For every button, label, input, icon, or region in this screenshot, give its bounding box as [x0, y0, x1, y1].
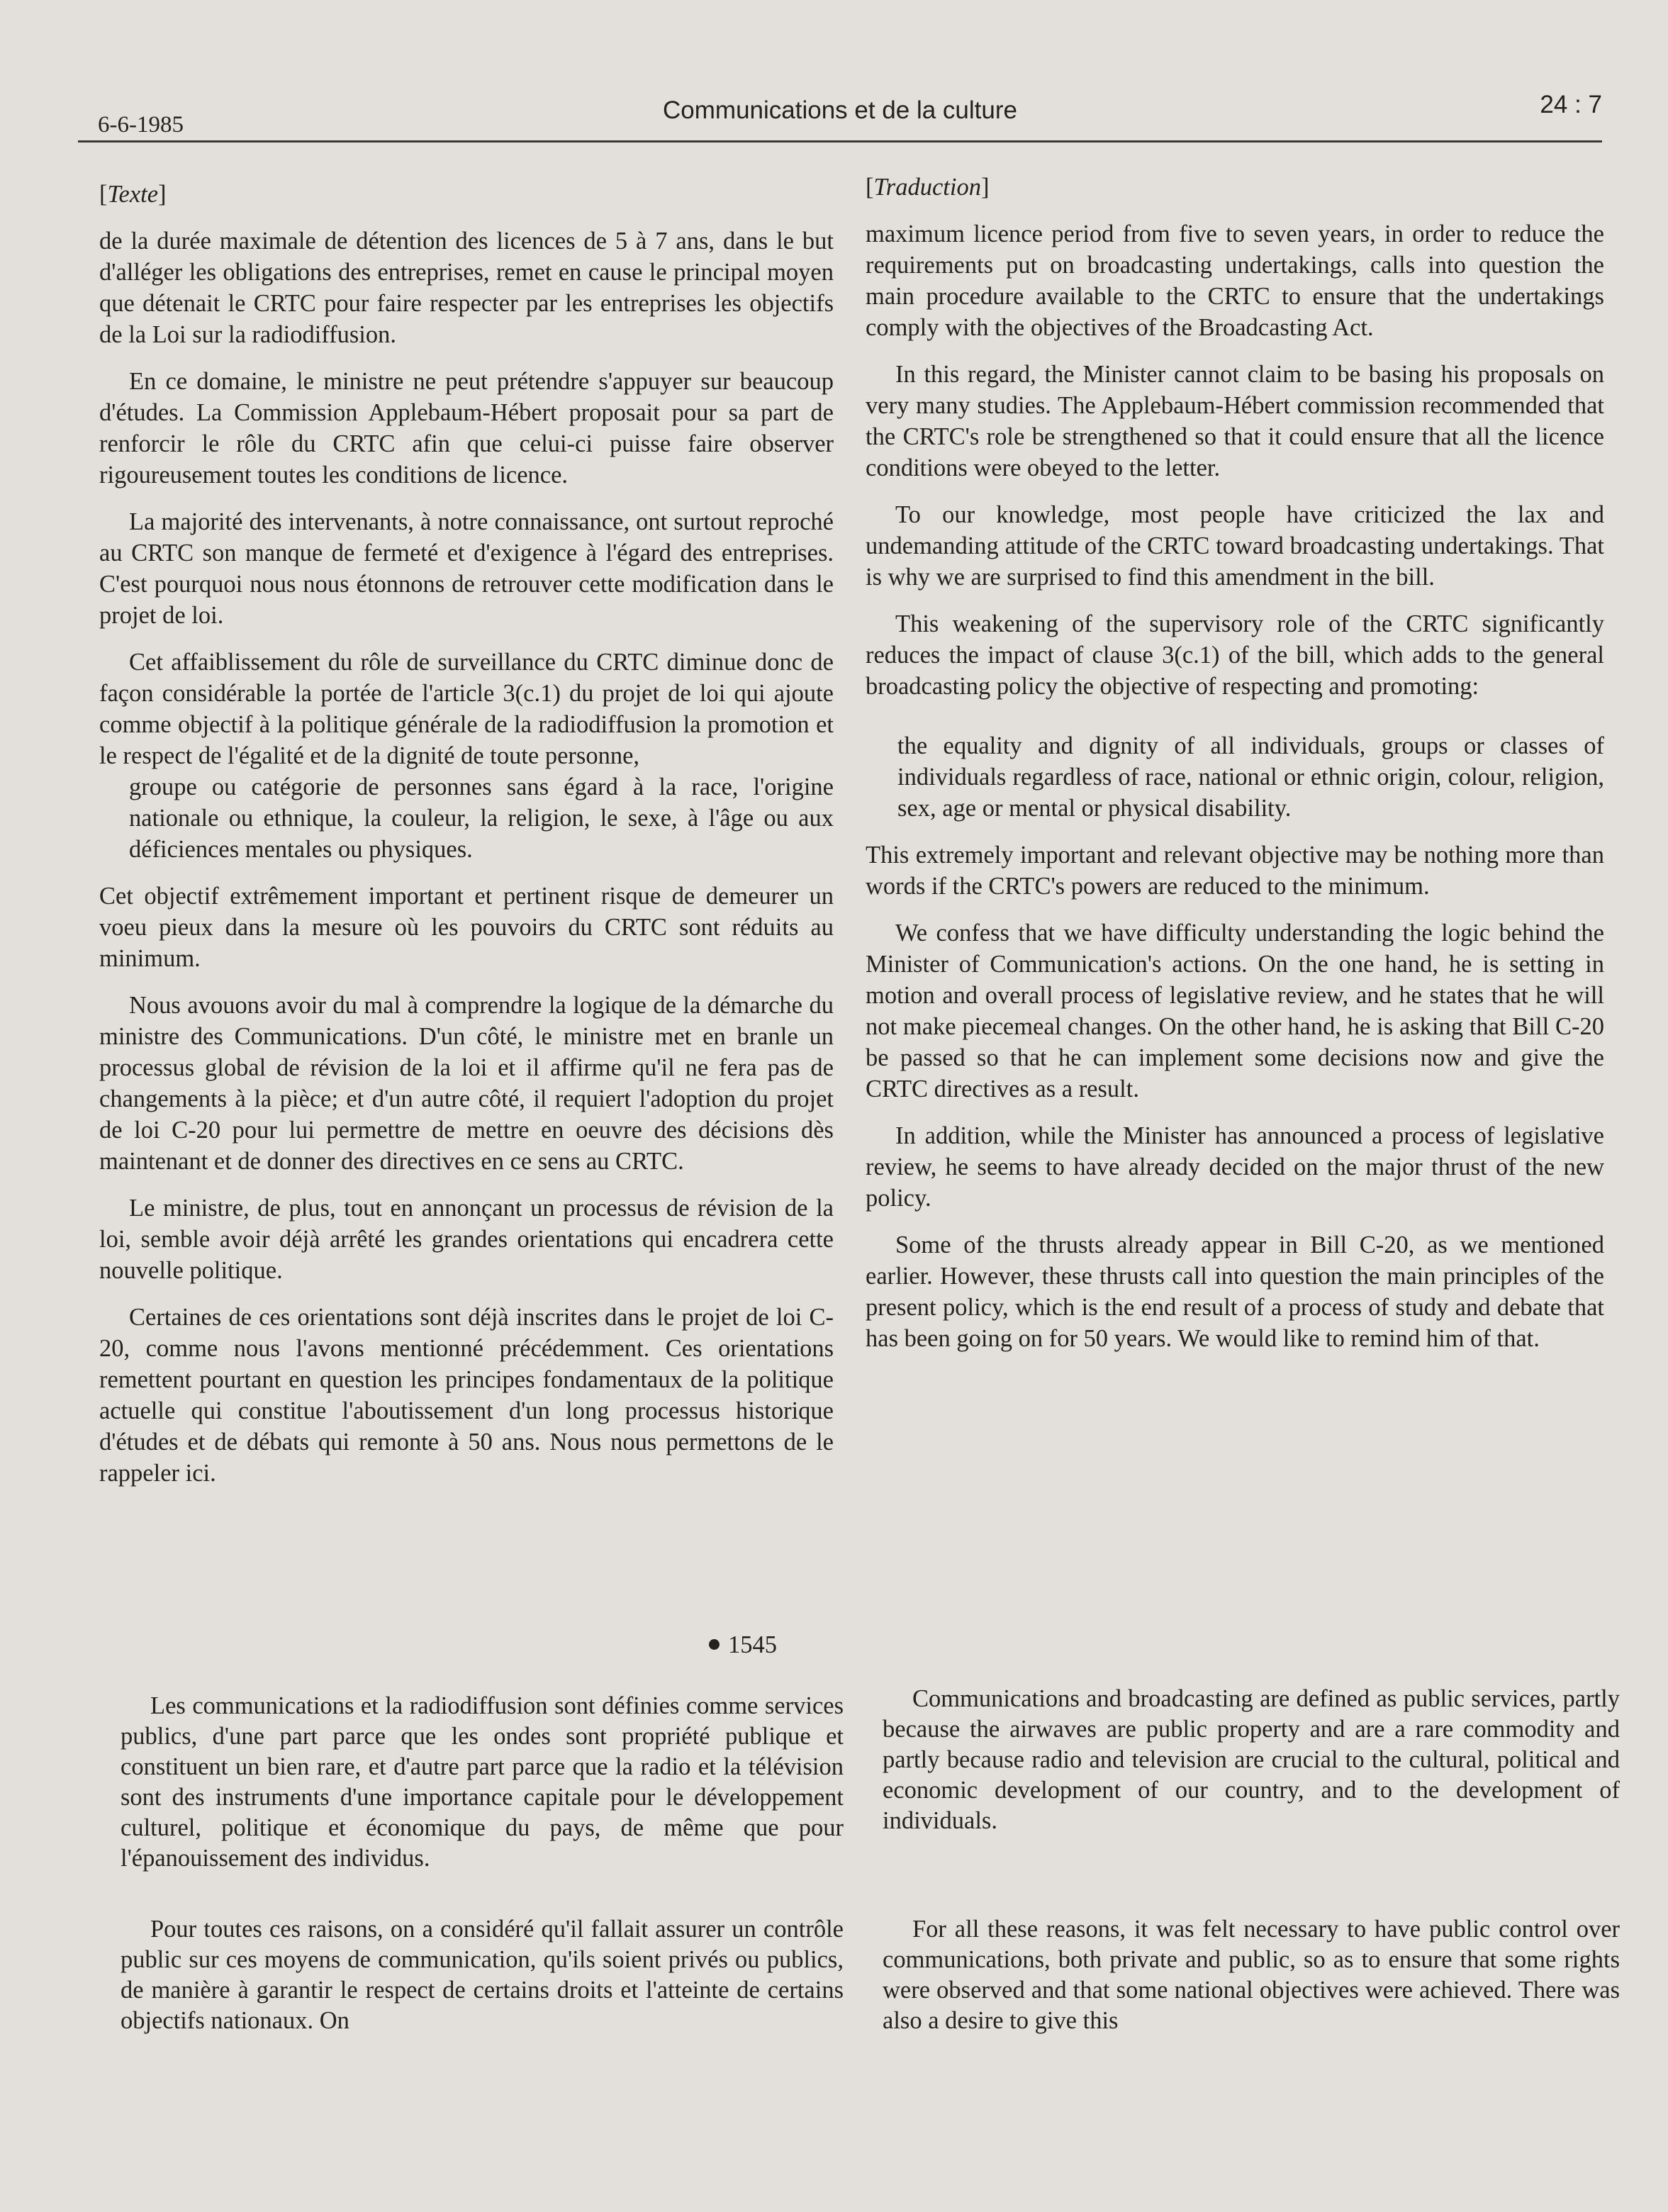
paragraph: Le ministre, de plus, tout en annonçant un processus de révision de la loi, semble avoir déjà arrêté les grandes orientations qui encadrera cette nouvelle politique.: [99, 1195, 834, 1284]
header-date: 6-6-1985: [98, 112, 184, 138]
paragraph: In this regard, the Minister cannot claim to be basing his proposals on very many studies. The Applebaum-Hébert commission recommended that the CRTC's role be strengthened so that it could ensure that all the licence conditions were obeyed to the letter.: [866, 361, 1604, 481]
texte-label: [Texte]: [99, 181, 167, 208]
paragraph: To our knowledge, most people have criticized the lax and undemanding attitude of the CRTC toward broadcasting undertakings. That is why we are surprised to find this amendment in the bill.: [866, 501, 1604, 591]
header-page-number: 24 : 7: [1540, 91, 1602, 118]
paragraph: This weakening of the supervisory role of the CRTC significantly reduces the impact of clause 3(c.1) of the bill, which adds to the general broadcasting policy the objective of respecting and promoting:: [866, 610, 1604, 700]
paragraph: Nous avouons avoir du mal à comprendre la logique de la démarche du ministre des Communications. D'un côté, le ministre met en branle un processus global de révision de la loi et il affirme qu'il ne fera pas de changements à la pièce; et d'un autre côté, il requiert l'adoption du projet de loi C-20 pour lui permettre de mettre en oeuvre des décisions dès maintenant et de donner des directives en ce sens au CRTC.: [99, 992, 834, 1175]
paragraph: For all these reasons, it was felt necessary to have public control over communications, both private and public, so as to ensure that some rights were observed and that some national objectives were achieved. There was also a desire to give this: [883, 1916, 1620, 2034]
header-title: Communications et de la culture: [663, 96, 1017, 124]
paragraph: maximum licence period from five to seven years, in order to reduce the requirements put on broadcasting undertakings, calls into question the main procedure available to the CRTC to ensure that the undertakings comply with the objectives of the Broadcasting Act.: [866, 220, 1604, 341]
french-column: [99, 179, 834, 1504]
paragraph: Pour toutes ces raisons, on a considéré qu'il fallait assurer un contrôle public sur ces moyens de communication, qu'ils soient privés ou publics, de manière à garantir le respect de certains droits et l'atteinte de certains objectifs nationaux. On: [121, 1916, 844, 2034]
paragraph: de la durée maximale de détention des licences de 5 à 7 ans, dans le but d'alléger les obligations des entreprises, remet en cause le principal moyen que détenait le CRTC pour faire respecter par les entreprises les objectifs de la Loi sur la radiodiffusion.: [99, 228, 834, 348]
english-column: [866, 172, 1604, 1370]
paragraph: Some of the thrusts already appear in Bill C-20, as we mentioned earlier. However, these thrusts call into question the main principles of the present policy, which is the end result of a process of study and debate that has been going on for 50 years. We would like to remind him of that.: [866, 1231, 1604, 1352]
french-lower-paragraph: [121, 1914, 844, 2036]
block-quote: groupe ou catégorie de personnes sans égard à la race, l'origine nationale ou ethnique, la couleur, la religion, le sexe, à l'âge ou aux déficiences mentales ou physiques.: [129, 773, 834, 863]
paragraph: La majorité des intervenants, à notre connaissance, ont surtout reproché au CRTC son manque de fermeté et d'exigence à l'égard des entreprises. C'est pourquoi nous nous étonnons de retrouver cette modification dans le projet de loi.: [99, 508, 834, 629]
french-lower-paragraph: [121, 1691, 844, 1874]
paragraph: In addition, while the Minister has announced a process of legislative review, he seems to have already decided on the major thrust of the new policy.: [866, 1122, 1604, 1212]
time-marker-value: 1545: [728, 1631, 777, 1658]
time-marker: [709, 1631, 777, 1659]
page-header: [78, 91, 1602, 143]
paragraph: Communications and broadcasting are defined as public services, partly because the airwaves are public property and are a rare commodity and partly because radio and television are crucial to the cultural, political and economic development of our country, and to the development of individuals.: [883, 1685, 1620, 1834]
block-quote: the equality and dignity of all individuals, groups or classes of individuals regardless of race, national or ethnic origin, colour, religion, sex, age or mental or physical disability.: [897, 732, 1604, 822]
paragraph: This extremely important and relevant objective may be nothing more than words if the CRTC's powers are reduced to the minimum.: [866, 842, 1604, 900]
english-lower-paragraph: [883, 1914, 1620, 2036]
paragraph: Certaines de ces orientations sont déjà inscrites dans le projet de loi C-20, comme nous l'avons mentionné précédemment. Ces orientations remettent pourtant en question les principes fondamentaux de la politique actuelle qui constitue l'aboutissement d'un long processus historique d'études et de débats qui remonte à 50 ans. Nous nous permettons de le rappeler ici.: [99, 1304, 834, 1487]
paragraph: Cet affaiblissement du rôle de surveillance du CRTC diminue donc de façon considérable la portée de l'article 3(c.1) du projet de loi qui ajoute comme objectif à la politique générale de la radiodiffusion la promotion et le respect de l'égalité et de la dignité de toute personne,: [99, 649, 834, 769]
english-lower-paragraph: [883, 1684, 1620, 1836]
paragraph: En ce domaine, le ministre ne peut prétendre s'appuyer sur beaucoup d'études. La Commission Applebaum-Hébert proposait pour sa part de renforcir le rôle du CRTC afin que celui-ci puisse faire observer rigoureusement toutes les conditions de licence.: [99, 368, 834, 488]
paragraph: Cet objectif extrêmement important et pertinent risque de demeurer un voeu pieux dans la mesure où les pouvoirs du CRTC sont réduits au minimum.: [99, 883, 834, 972]
bullet-icon: [709, 1639, 720, 1650]
paragraph: Les communications et la radiodiffusion sont définies comme services publics, d'une part parce que les ondes sont propriété publique et constituent un bien rare, et d'autre part parce que la radio et la télévision sont des instruments d'une importance capitale pour le développement culturel, politique et économique du pays, de même que pour l'épanouissement des individus.: [121, 1692, 844, 1872]
traduction-label: [Traduction]: [866, 174, 990, 201]
paragraph: We confess that we have difficulty understanding the logic behind the Minister of Communication's actions. On the one hand, he is setting in motion and overall process of legislative review, and he states that he will not make piecemeal changes. On the other hand, he is asking that Bill C-20 be passed so that he can implement some decisions now and give the CRTC directives as a result.: [866, 920, 1604, 1102]
